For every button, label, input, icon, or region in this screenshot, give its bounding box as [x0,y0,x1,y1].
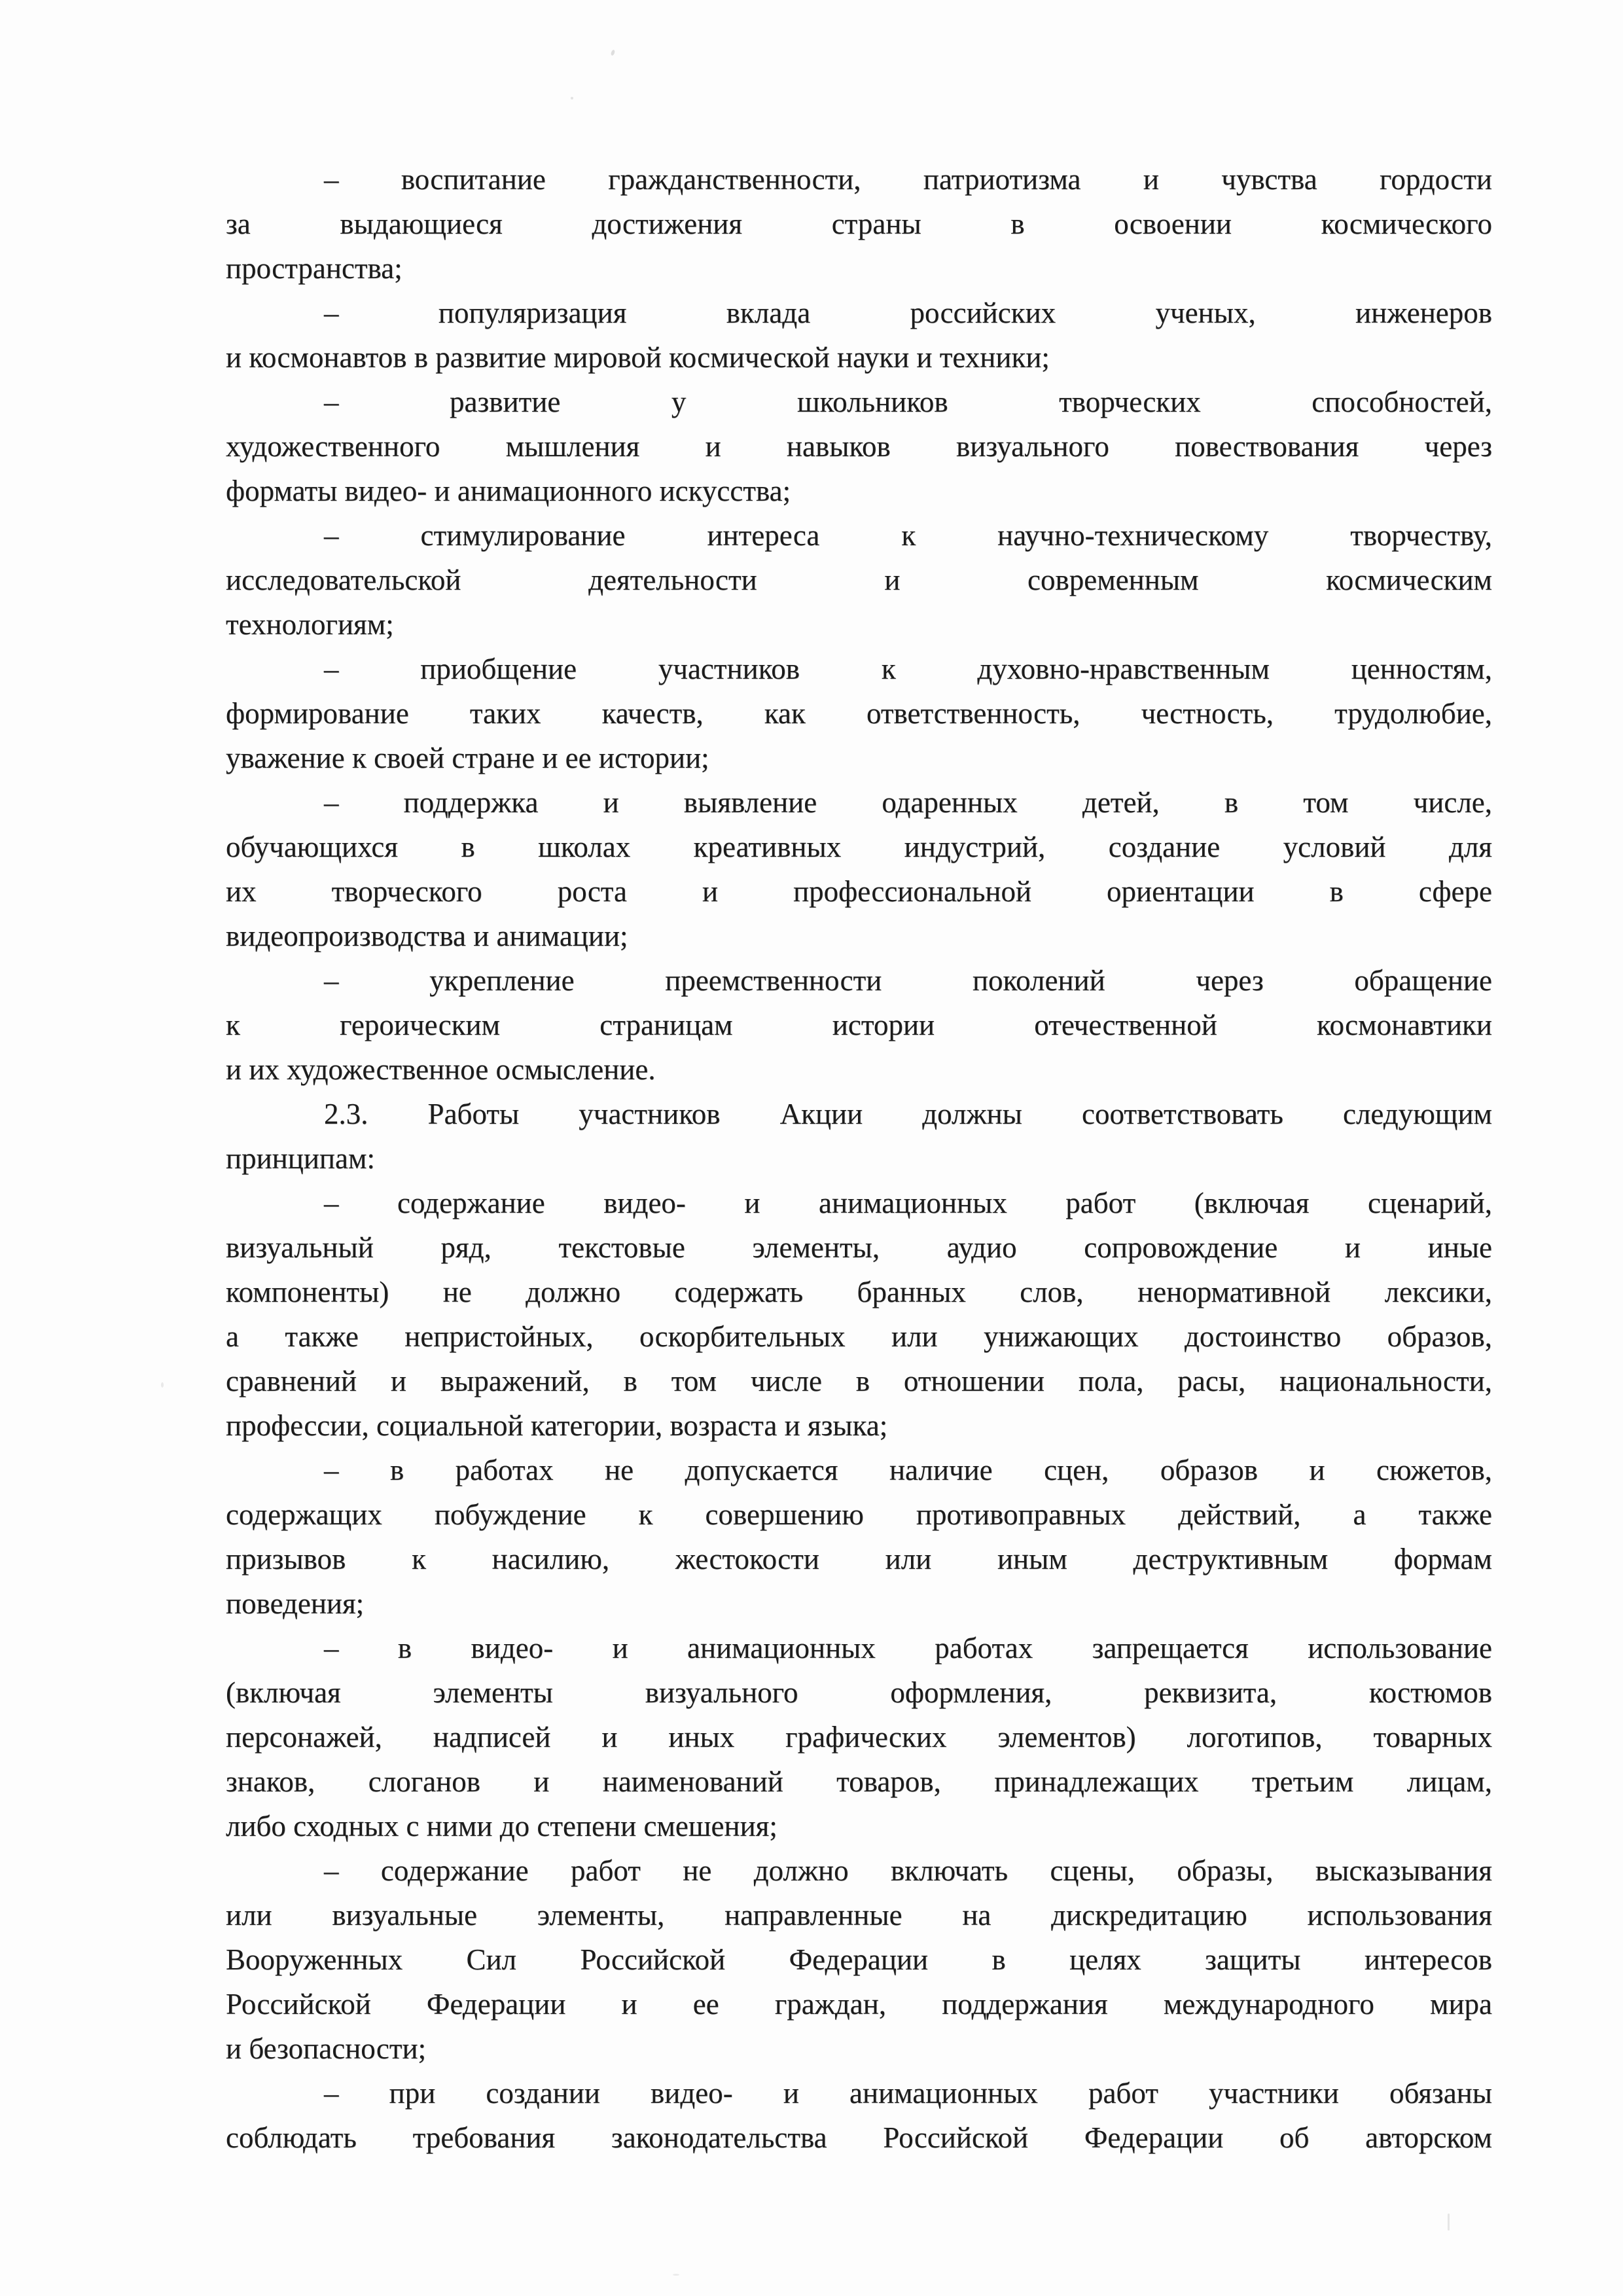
text-line: содержащих побуждение к совершению противоправных действий, а также [226,1498,1492,1531]
text-line: – при создании видео- и анимационных работ участники обязаны [324,2077,1492,2109]
text-line: уважение к своей стране и ее истории; [226,742,709,774]
text-line: и их художественное осмысление. [226,1053,656,1086]
text-line: знаков, слоганов и наименований товаров, принадлежащих третьим лицам, [226,1765,1492,1798]
paragraph-01 [226,157,1492,291]
text-line: сравнений и выражений, в том числе в отношении пола, расы, национальности, [226,1365,1492,1397]
text-line: форматы видео- и анимационного искусства; [226,475,791,507]
text-line: – в работах не допускается наличие сцен, образов и сюжетов, [324,1454,1492,1486]
text-line: – укрепление преемственности поколений через обращение [324,964,1492,997]
text-line: Вооруженных Сил Российской Федерации в целях защиты интересов [226,1943,1492,1976]
scan-speck [611,49,616,56]
text-line: персонажей, надписей и иных графических элементов) логотипов, товарных [226,1721,1492,1753]
paragraph-07 [226,958,1492,1092]
text-line: принципам: [226,1142,375,1175]
text-line: к героическим страницам истории отечественной космонавтики [226,1009,1492,1041]
paragraph-08-section-2-3 [226,1092,1492,1181]
text-line: 2.3. Работы участников Акции должны соответствовать следующим [324,1098,1492,1130]
text-line: – приобщение участников к духовно-нравственным ценностям, [324,653,1492,685]
text-line: поведения; [226,1587,365,1620]
text-line: профессии, социальной категории, возраста и языка; [226,1409,888,1442]
text-line: и безопасности; [226,2032,427,2065]
text-line: а также непристойных, оскорбительных или унижающих достоинство образов, [226,1320,1492,1353]
text-line: компоненты) не должно содержать бранных слов, ненормативной лексики, [226,1276,1492,1308]
text-line: призывов к насилию, жестокости или иным деструктивным формам [226,1543,1492,1575]
text-line: – содержание работ не должно включать сцены, образы, высказывания [324,1854,1492,1887]
text-line: Российской Федерации и ее граждан, поддержания международного мира [226,1988,1492,2020]
paragraph-04 [226,513,1492,647]
text-line: либо сходных с ними до степени смешения; [226,1810,777,1842]
scan-speck [161,1382,164,1388]
text-line: пространства; [226,252,402,285]
text-line: (включая элементы визуального оформления, реквизита, костюмов [226,1676,1492,1709]
text-line: их творческого роста и профессиональной ориентации в сфере [226,875,1492,908]
text-line: технологиям; [226,608,394,641]
text-line: – популяризация вклада российских ученых, инженеров [324,296,1492,329]
text-line: формирование таких качеств, как ответственность, честность, трудолюбие, [226,697,1492,730]
paragraph-11 [226,1626,1492,1848]
paragraph-05 [226,647,1492,780]
text-line: – поддержка и выявление одаренных детей, в том числе, [324,786,1492,819]
text-line: – в видео- и анимационных работах запрещается использование [324,1632,1492,1664]
text-line: за выдающиеся достижения страны в освоении космического [226,207,1492,240]
paragraph-06 [226,780,1492,958]
scan-speck [1448,2214,1450,2231]
paragraph-10 [226,1448,1492,1626]
paragraph-12 [226,1848,1492,2071]
scan-speck [571,97,573,99]
paragraph-13 [226,2071,1492,2160]
document-body [226,157,1492,2160]
paragraph-03 [226,380,1492,513]
text-line: обучающихся в школах креативных индустрий, создание условий для [226,831,1492,863]
text-line: визуальный ряд, текстовые элементы, аудио сопровождение и иные [226,1231,1492,1264]
text-line: соблюдать требования законодательства Российской Федерации об авторском [226,2121,1492,2154]
text-line: – содержание видео- и анимационных работ (включая сценарий, [324,1187,1492,1219]
text-line: – развитие у школьников творческих способностей, [324,386,1492,418]
text-line: исследовательской деятельности и современным космическим [226,564,1492,596]
scan-speck [673,2274,679,2276]
paragraph-02 [226,291,1492,380]
text-line: видеопроизводства и анимации; [226,920,628,952]
text-line: или визуальные элементы, направленные на дискредитацию использования [226,1899,1492,1931]
text-line: – воспитание гражданственности, патриотизма и чувства гордости [324,163,1492,196]
text-line: – стимулирование интереса к научно-техническому творчеству, [324,519,1492,552]
text-line: художественного мышления и навыков визуального повествования через [226,430,1492,463]
paragraph-09 [226,1181,1492,1448]
text-line: и космонавтов в развитие мировой космической науки и техники; [226,341,1050,374]
